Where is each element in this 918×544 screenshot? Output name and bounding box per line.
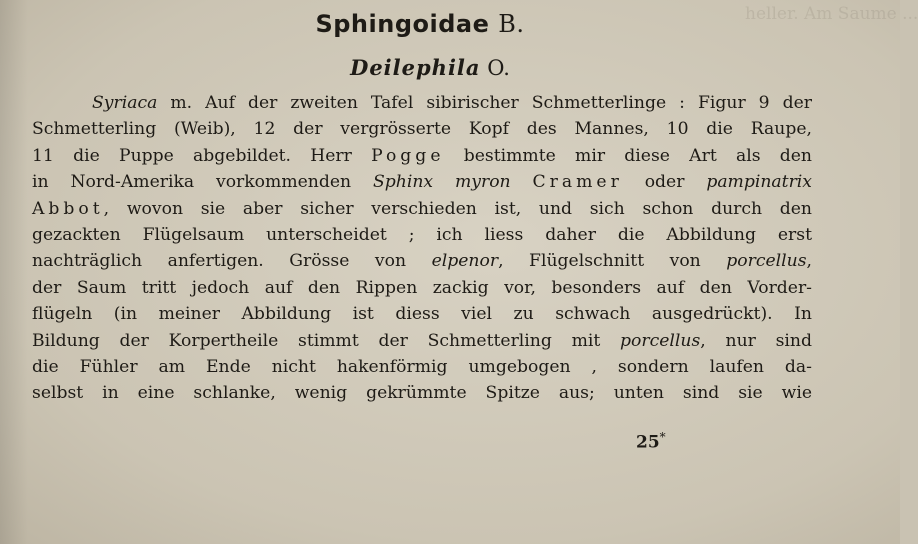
- text-span: , wovon sie aber sicher verschieden ist, und sich schon durch den: [103, 198, 812, 219]
- text-span: , nur sind: [700, 330, 812, 351]
- text-line: Schmetterling (Weib), 12 der vergrösserte Kopf des Mannes, 10 die Raupe,: [32, 119, 812, 140]
- text-line: gezackten Flügelsaum unterscheidet ; ich liess daher die Abbildung erst: [32, 225, 812, 246]
- bleed-through-text: heller. Am Saume ...: [745, 4, 918, 24]
- text-line: die Fühler am Ende nicht hakenförmig umgebogen , sondern laufen da-: [32, 357, 812, 378]
- text-line: [32, 143, 812, 169]
- signature-number: 25: [636, 432, 660, 453]
- species-name: pampinatrix: [706, 172, 812, 193]
- text-span: nachträglich anfertigen. Grösse von: [32, 251, 432, 272]
- text-span: m. Auf der zweiten Tafel sibirischer Schmetterlinge : Figur 9 der: [157, 93, 812, 113]
- text-line: [32, 169, 812, 195]
- species-name: porcellus: [620, 330, 701, 351]
- signature-star: *: [659, 430, 666, 444]
- text-span: bestimmte mir diese Art als den: [444, 145, 812, 166]
- genus-author: O.: [487, 56, 510, 80]
- text-line: selbst in eine schlanke, wenig gekrümmte Spitze aus; unten sind sie wie: [32, 383, 812, 404]
- page-title: [0, 10, 840, 38]
- species-name: Sphinx myron: [372, 172, 511, 193]
- text-line: [32, 248, 812, 274]
- text-line: [32, 196, 812, 222]
- genus-name: Deilephila: [350, 55, 481, 80]
- text-span: oder: [622, 172, 707, 193]
- text-line: flügeln (in meiner Abbildung ist diess viel zu schwach ausgedrückt). In: [32, 304, 812, 325]
- species-name: Syriaca: [92, 93, 158, 113]
- title-letter: B: [498, 10, 517, 38]
- text-span: 11 die Puppe abgebildet. Herr: [32, 145, 372, 166]
- text-span: in Nord-Amerika vorkommenden: [32, 172, 373, 193]
- author-name: Cramer: [532, 172, 623, 193]
- author-name: Pogge: [371, 145, 445, 166]
- text-span: ,: [806, 251, 812, 272]
- title-dot: .: [516, 10, 525, 38]
- author-name: Abbot: [32, 198, 104, 219]
- signature-mark: [636, 430, 666, 453]
- species-name: porcellus: [726, 251, 807, 272]
- text-span: [511, 172, 533, 192]
- body-paragraph: [32, 90, 812, 407]
- species-name: elpenor: [431, 251, 499, 272]
- family-name: Sphingoidae: [315, 10, 490, 38]
- genus-heading: [0, 55, 860, 80]
- text-line: [32, 328, 812, 354]
- text-line: [32, 90, 812, 116]
- text-span: , Flügelschnitt von: [498, 251, 727, 272]
- text-span: Bildung der Korpertheile stimmt der Schmetterling mit: [32, 330, 621, 351]
- text-line: der Saum tritt jedoch auf den Rippen zackig vor, besonders auf den Vorder-: [32, 277, 812, 298]
